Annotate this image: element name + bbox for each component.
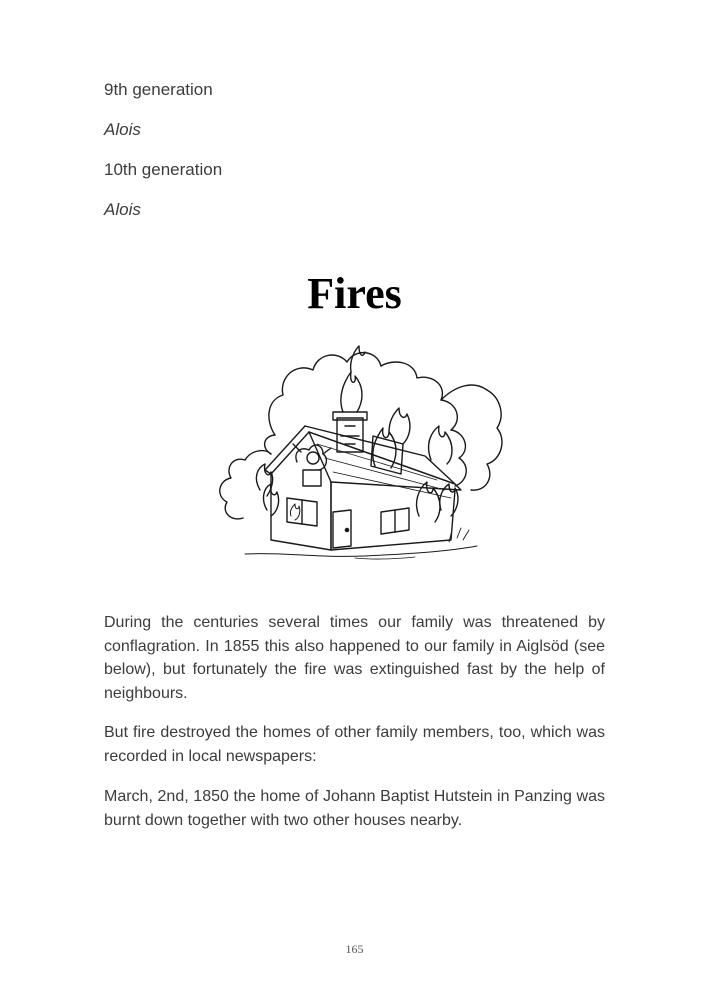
page-number: 165 xyxy=(345,942,364,956)
paragraph-newspapers: But fire destroyed the homes of other family members, too, which was recorded in local newspapers: xyxy=(104,724,605,765)
section-title: Fires xyxy=(307,269,402,318)
generation-name-9th: Alois xyxy=(104,120,141,139)
generation-name-10th: Alois xyxy=(104,200,141,219)
generation-label-10th: 10th generation xyxy=(104,160,223,179)
burning-house-illustration xyxy=(205,340,510,565)
paragraph-panzing-fire: March, 2nd, 1850 the home of Johann Baptist Hutstein in Panzing was burnt down together with two other houses nearby. xyxy=(104,788,605,829)
generation-label-9th: 9th generation xyxy=(104,80,213,99)
paragraph-conflagration: During the centuries several times our family was threatened by conflagration. In 1855 this also happened to our family in Aiglsöd (see below), but fortunately the fire was extinguished fast by the help of neighbours. xyxy=(104,614,605,702)
